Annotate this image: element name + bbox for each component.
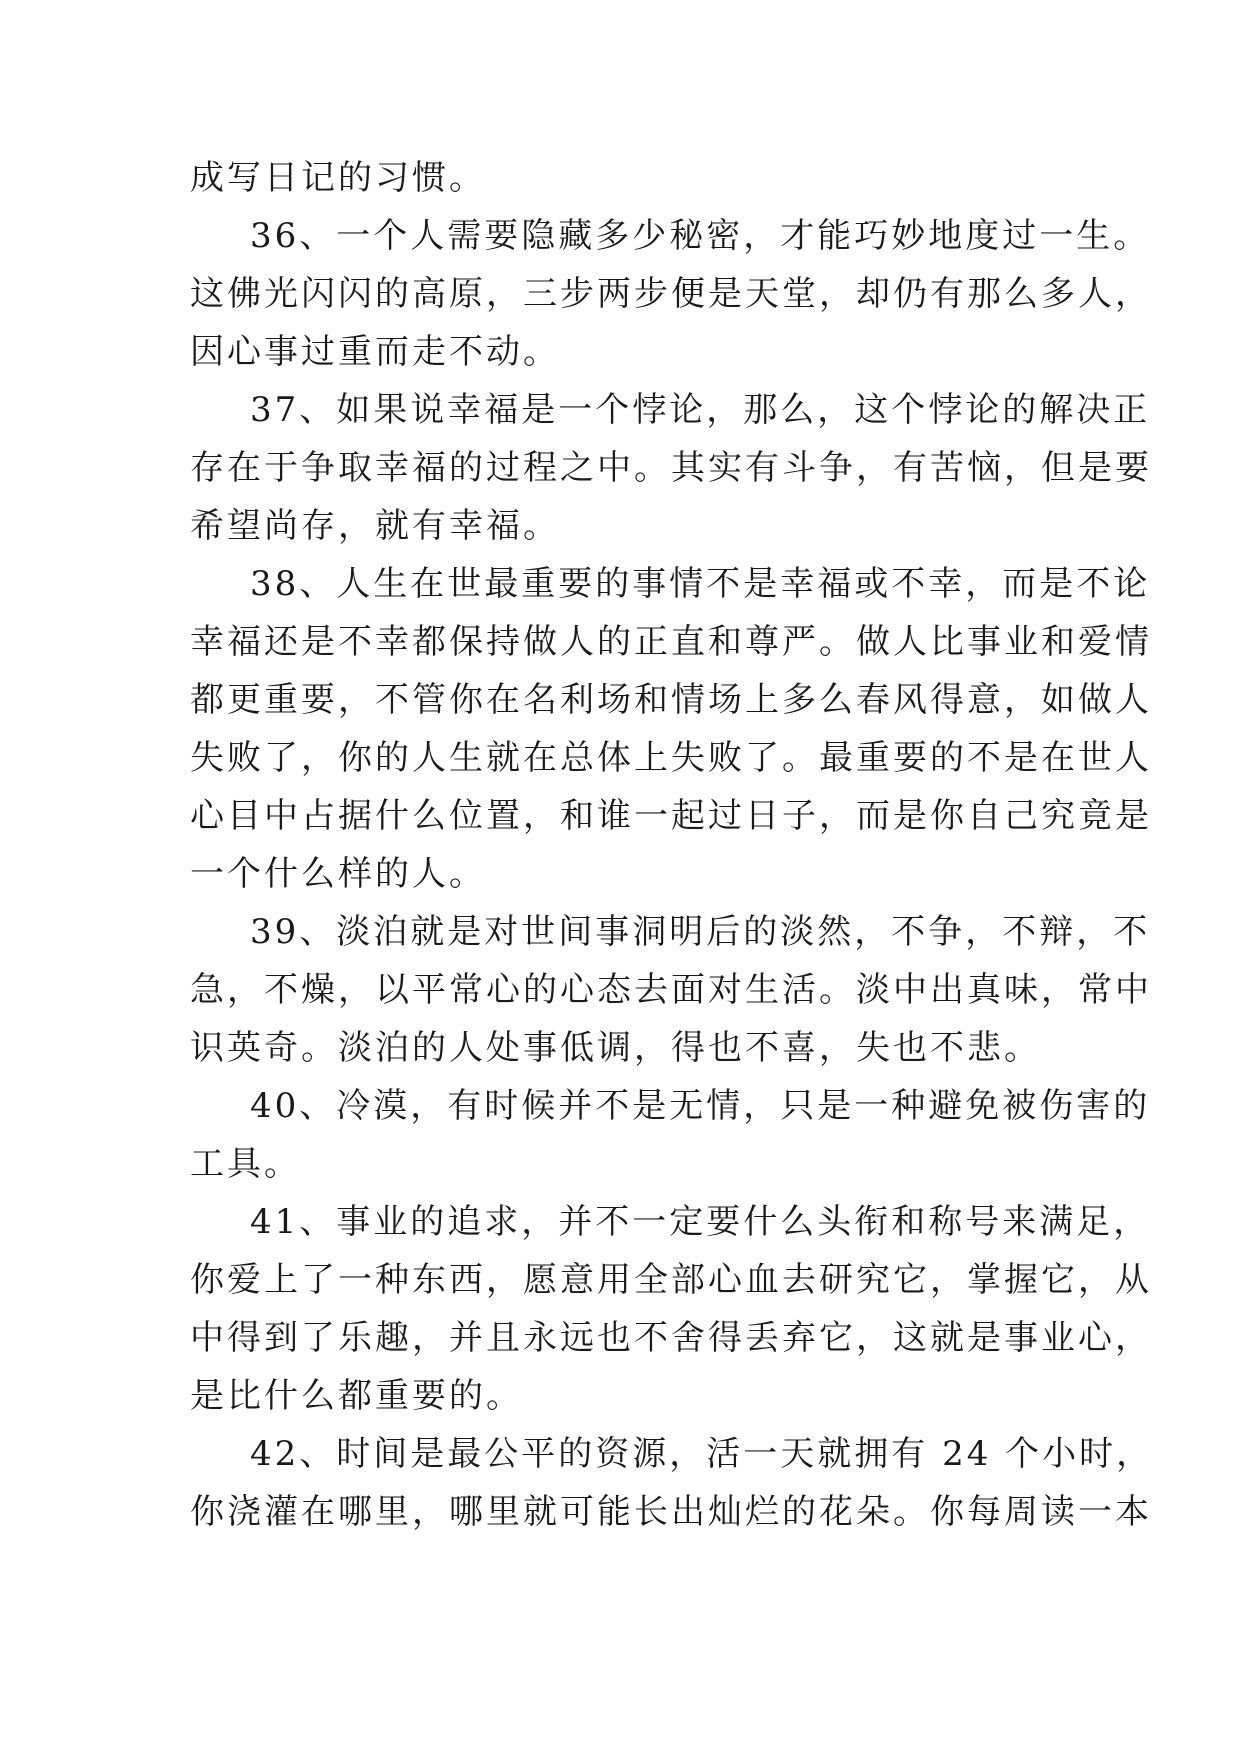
text-line: 急，不燥，以平常心的心态去面对生活。淡中出真味，常中 [190,970,1152,1010]
paragraph-36-line-1: 36、一个人需要隐藏多少秘密，才能巧妙地度过一生。 [250,216,1151,256]
text-line: 中得到了乐趣，并且永远也不舍得丢弃它，这就是事业心， [190,1318,1152,1358]
text-line: 是比什么都重要的。 [190,1376,523,1416]
paragraph-41-line-1: 41、事业的追求，并不一定要什么头衔和称号来满足， [250,1202,1151,1242]
text-line: 成写日记的习惯。 [190,158,486,198]
paragraph-40-line-1: 40、冷漠，有时候并不是无情，只是一种避免被伤害的 [250,1086,1151,1126]
text-line: 识英奇。淡泊的人处事低调，得也不喜，失也不悲。 [190,1028,1041,1068]
paragraph-38-line-1: 38、人生在世最重要的事情不是幸福或不幸，而是不论 [250,564,1151,604]
text-line: 你浇灌在哪里，哪里就可能长出灿烂的花朵。你每周读一本 [190,1492,1152,1532]
paragraph-37-line-1: 37、如果说幸福是一个悖论，那么，这个悖论的解决正 [250,390,1151,430]
text-line: 因心事过重而走不动。 [190,332,560,372]
paragraph-39-line-1: 39、淡泊就是对世间事洞明后的淡然，不争，不辩，不 [250,912,1151,952]
text-line: 希望尚存，就有幸福。 [190,506,560,546]
text-line: 心目中占据什么位置，和谁一起过日子，而是你自己究竟是 [190,796,1152,836]
text-line: 都更重要，不管你在名利场和情场上多么春风得意，如做人 [190,680,1152,720]
text-line: 幸福还是不幸都保持做人的正直和尊严。做人比事业和爱情 [190,622,1152,662]
text-line: 一个什么样的人。 [190,854,486,894]
text-line: 失败了，你的人生就在总体上失败了。最重要的不是在世人 [190,738,1152,778]
text-line: 工具。 [190,1144,301,1184]
text-line: 你爱上了一种东西，愿意用全部心血去研究它，掌握它，从 [190,1260,1152,1300]
paragraph-42-line-1: 42、时间是最公平的资源，活一天就拥有 24 个小时， [250,1434,1154,1474]
text-line: 存在于争取幸福的过程之中。其实有斗争，有苦恼，但是要 [190,448,1152,488]
text-line: 这佛光闪闪的高原，三步两步便是天堂，却仍有那么多人， [190,274,1152,314]
